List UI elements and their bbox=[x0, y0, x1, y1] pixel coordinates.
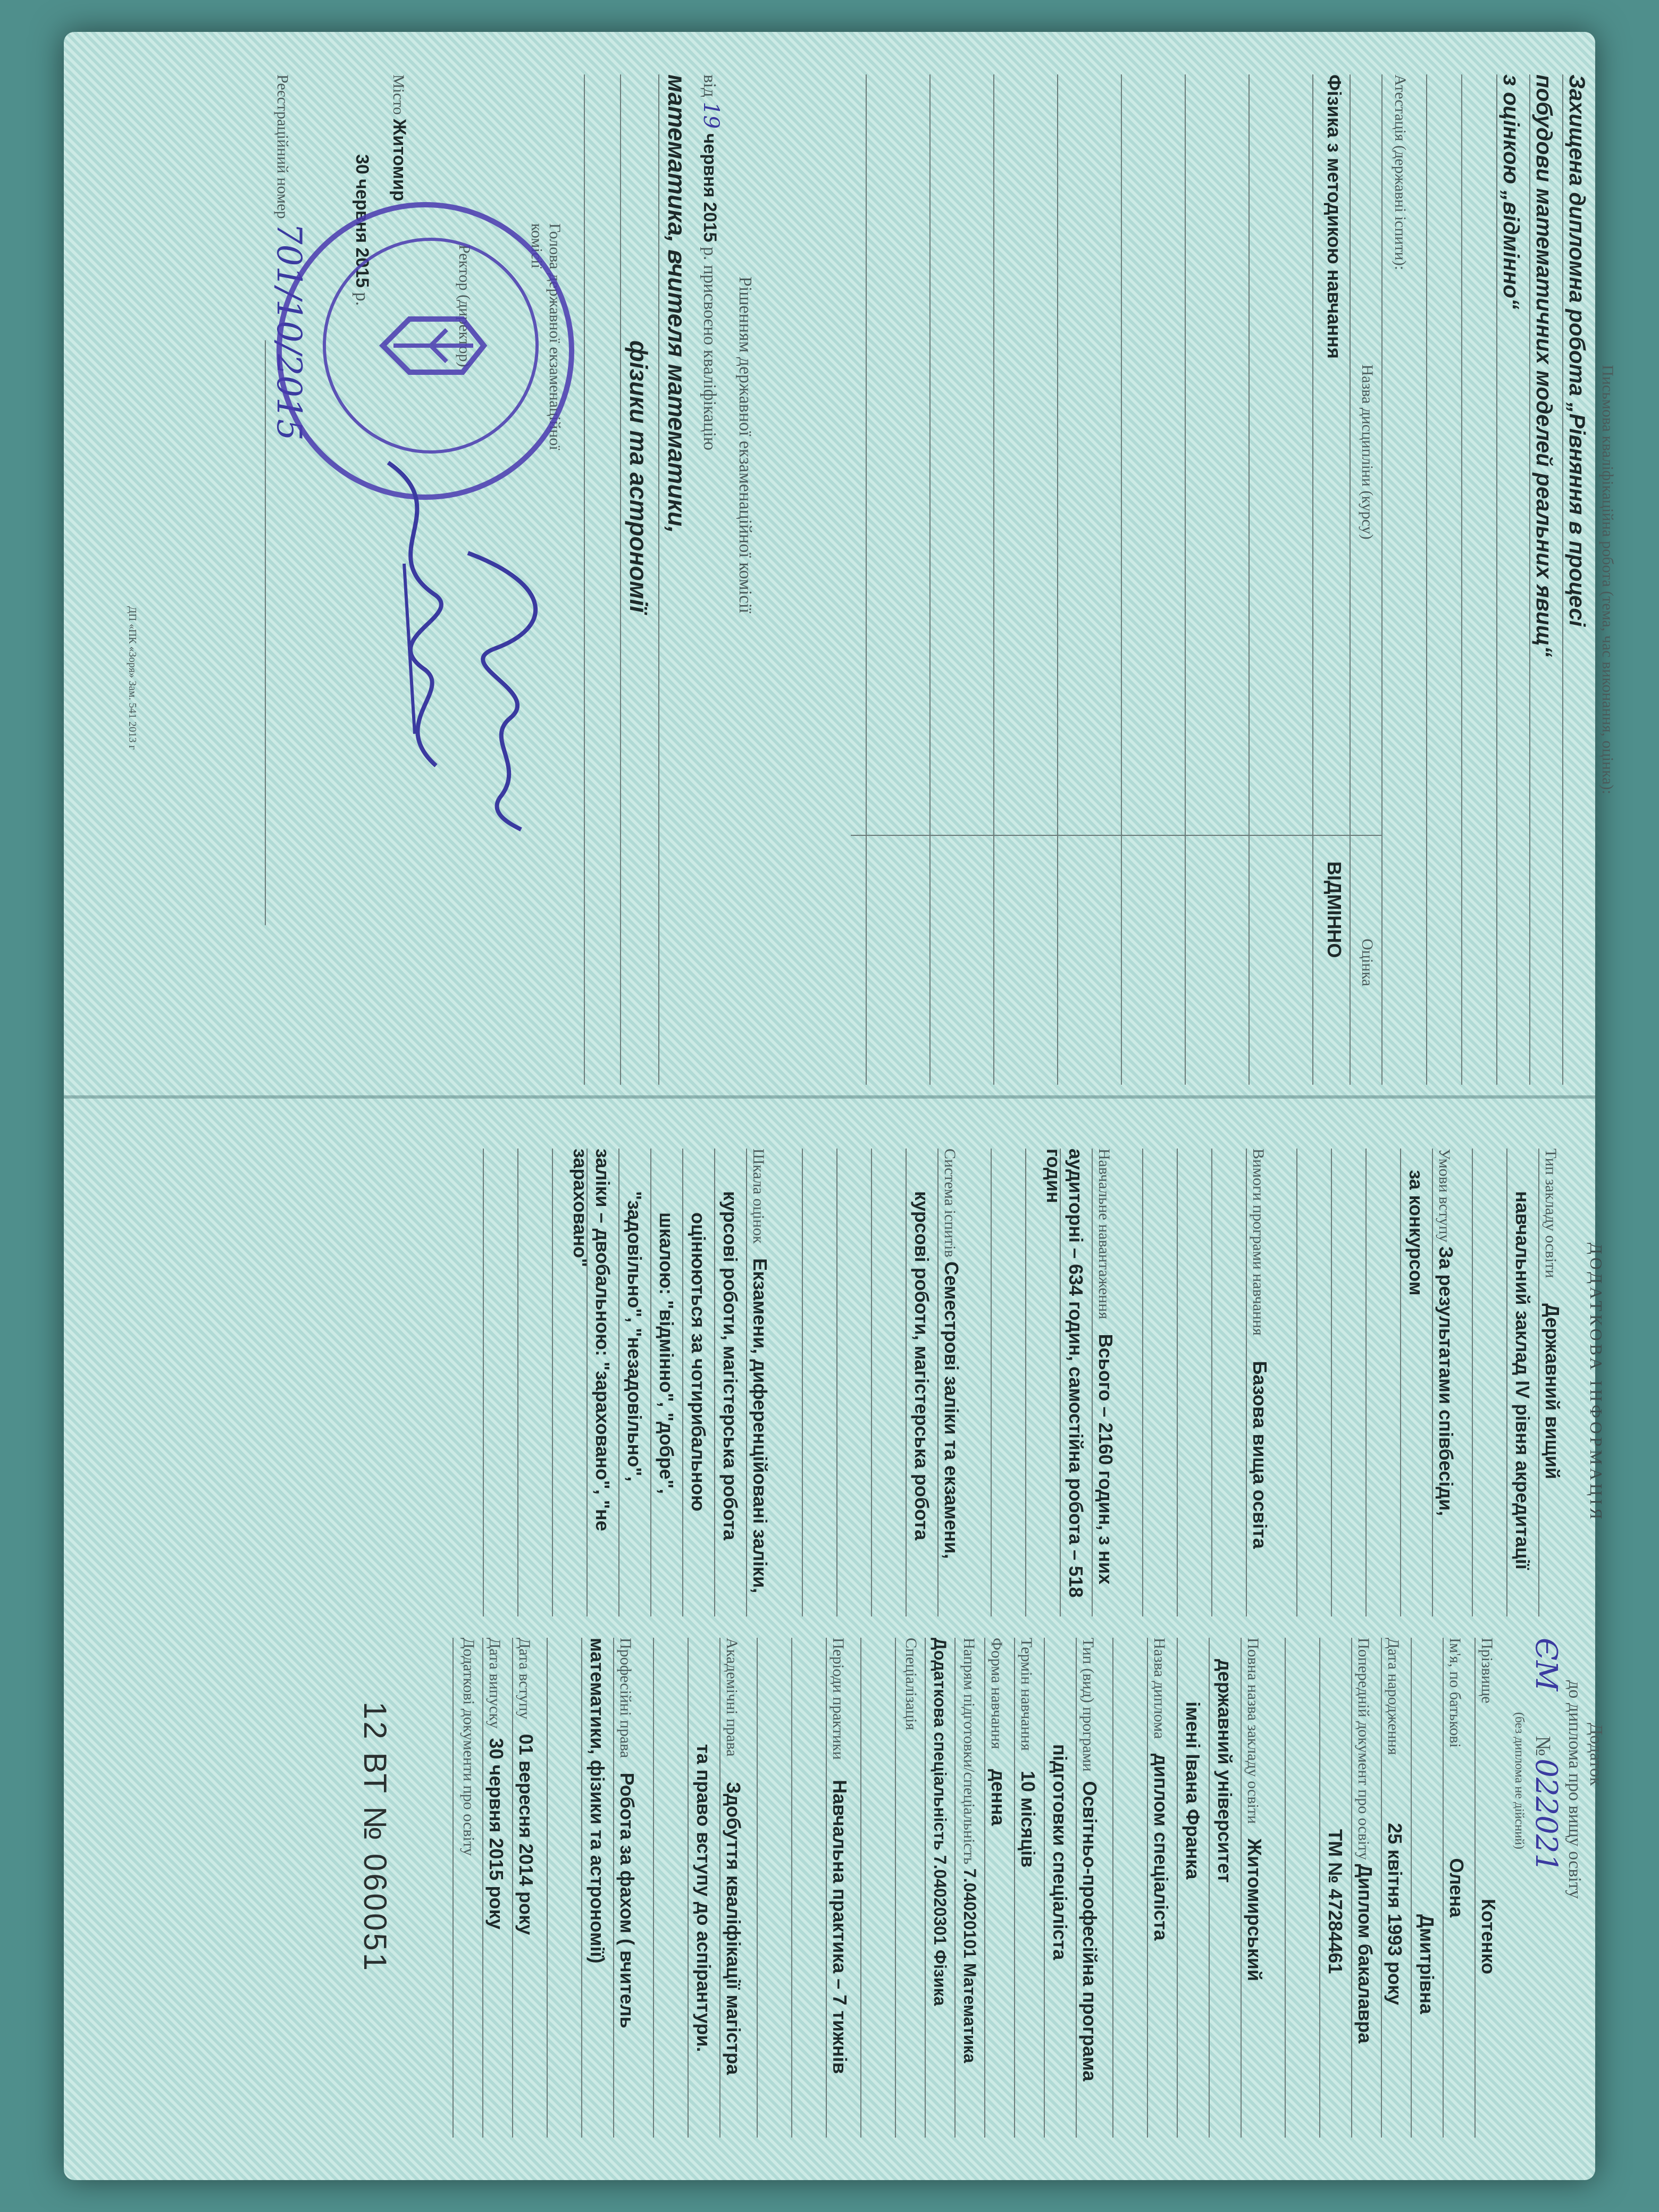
annex-number-prefix: № bbox=[1531, 1736, 1555, 1756]
rule bbox=[650, 1149, 651, 1616]
admission-value-2: за конкурсом bbox=[1405, 1170, 1427, 1296]
rule bbox=[1185, 74, 1186, 1085]
general-info-column bbox=[74, 1149, 1616, 1616]
test-system-value-2: курсові роботи, магістерська робота bbox=[911, 1191, 933, 1540]
scale-value-3: оцінюються за чотирибальною bbox=[688, 1212, 709, 1512]
qualification-line-2: фізики та астрономії bbox=[625, 340, 652, 613]
extra-docs-label: Додаткові документи про освіту bbox=[460, 1638, 477, 1856]
prof-row bbox=[616, 1638, 638, 2138]
name-row bbox=[1445, 1638, 1468, 2138]
test-system-label: Система іспитів bbox=[941, 1149, 959, 1258]
program-type-value-2: підготовки спеціаліста bbox=[1049, 1744, 1071, 1960]
rule bbox=[746, 1149, 747, 1616]
duration-value: 10 місяців bbox=[1017, 1771, 1039, 1868]
exam-grade: ВІДМІННО bbox=[1323, 861, 1345, 958]
rule bbox=[581, 1638, 582, 2138]
admission-value-1: За результатами співбесіди, bbox=[1435, 1246, 1457, 1516]
rule bbox=[866, 74, 867, 1085]
program-req-value: Базова вища освіта bbox=[1249, 1361, 1271, 1549]
rule bbox=[757, 1638, 758, 2138]
exam-name: Фізика з методикою навчання bbox=[1323, 74, 1345, 359]
inst-type-value-2: навчальний заклад IV рівня акредитації bbox=[1512, 1191, 1534, 1570]
scale-row bbox=[749, 1149, 771, 1616]
rule bbox=[653, 1638, 654, 2138]
discipline-header: Назва дисципліни (курсу) bbox=[1359, 364, 1376, 540]
duration-row bbox=[1017, 1638, 1039, 2138]
scale-value-5: "задовільно", "незадовільно", bbox=[624, 1191, 646, 1482]
rector-label: Ректор (директор) bbox=[456, 245, 473, 367]
rule bbox=[925, 1638, 926, 2138]
rule bbox=[1381, 74, 1382, 1085]
rule bbox=[984, 1638, 985, 2138]
inst-name-value-1: Житомирський bbox=[1244, 1838, 1266, 1982]
form-value: денна bbox=[987, 1769, 1009, 1826]
thesis-line-1: Захищена дипломна робота „Рівняння в процесі bbox=[1565, 74, 1590, 627]
birth-value: 25 квітня 1993 року bbox=[1384, 1823, 1406, 2005]
rule bbox=[1350, 74, 1351, 1085]
prev-doc-value-1: Диплом бакалавра bbox=[1354, 1864, 1376, 2043]
form-row bbox=[987, 1638, 1009, 2138]
rule bbox=[512, 1638, 513, 2138]
rule bbox=[482, 1638, 483, 2138]
decision-suffix: р. присвоєно кваліфікацію bbox=[700, 247, 719, 451]
rule bbox=[483, 1149, 484, 1616]
patronymic-value: Дмитрівна bbox=[1416, 1914, 1438, 2014]
prev-doc-label: Попередній документ про освіту bbox=[1355, 1638, 1372, 1860]
rule bbox=[1209, 1638, 1210, 2138]
entry-row bbox=[515, 1638, 537, 2138]
rule bbox=[1246, 1149, 1247, 1616]
printer-mark: ДП «ПК «Зоря» Зам. 541 2013 г bbox=[127, 606, 138, 750]
rule bbox=[1147, 1638, 1148, 2138]
rule bbox=[1014, 1638, 1015, 2138]
rule bbox=[1241, 1638, 1242, 2138]
rule bbox=[265, 340, 266, 925]
test-system-value-1: Семестрові заліки та екзамени, bbox=[941, 1261, 962, 1559]
rule bbox=[871, 1149, 872, 1616]
diploma-name-label: Назва диплома bbox=[1151, 1638, 1168, 1739]
surname-label: Прізвище bbox=[1478, 1638, 1496, 1704]
reg-number: 701/10/2015 bbox=[269, 222, 308, 441]
reg-label: Реєстраційний номер bbox=[274, 74, 291, 219]
decision-from: від bbox=[700, 74, 719, 97]
surname-row bbox=[1477, 1638, 1499, 2138]
right-page bbox=[74, 1149, 1616, 2138]
practice-row bbox=[828, 1638, 851, 2138]
inst-name-row bbox=[1243, 1638, 1266, 2138]
form-label: Форма навчання bbox=[988, 1638, 1006, 1749]
rule bbox=[1506, 1149, 1507, 1616]
rule bbox=[1060, 1149, 1061, 1616]
load-row bbox=[1094, 1149, 1117, 1616]
rule bbox=[1432, 1149, 1433, 1616]
thesis-grade: з оцінкою „відмінно“ bbox=[1499, 74, 1524, 309]
annex-note: (без диплома не дійсний) bbox=[1512, 1712, 1526, 1849]
rule bbox=[826, 1638, 827, 2138]
rule bbox=[1285, 1638, 1286, 2138]
rector-signature-icon bbox=[362, 457, 468, 776]
thesis-label: Письмова кваліфікаційна робота (тема, час виконання, оцінка): bbox=[1599, 365, 1616, 794]
scale-value-2: курсові роботи, магістерська робота bbox=[719, 1191, 741, 1540]
rule bbox=[791, 1638, 792, 2138]
annex-title-2: до диплома про вищу освіту bbox=[1565, 1680, 1585, 1899]
extra-spec-value: Додаткова спеціальність 7.04020301 Фізика bbox=[931, 1638, 950, 2006]
official-seal-stamp bbox=[276, 202, 574, 500]
rule bbox=[993, 74, 994, 1085]
rule bbox=[1331, 1149, 1332, 1616]
direction-value: 7.04020101 Математика bbox=[960, 1868, 979, 2063]
rule bbox=[1076, 1638, 1077, 2138]
scale-label: Шкала оцінок bbox=[750, 1149, 767, 1244]
rule bbox=[1529, 74, 1530, 1085]
direction-label: Напрям підготовки/спеціальність bbox=[960, 1638, 978, 1865]
decision-year: 2015 bbox=[700, 202, 720, 242]
direction-row bbox=[960, 1638, 979, 2138]
rule bbox=[547, 1638, 548, 2138]
inst-type-row bbox=[1541, 1149, 1563, 1616]
left-page bbox=[74, 74, 1616, 1085]
rule bbox=[1092, 1149, 1093, 1616]
annex-number-row bbox=[1529, 1638, 1563, 2138]
rule bbox=[1496, 74, 1497, 1085]
qualification-line-1: математика, вчителя математики, bbox=[663, 74, 691, 533]
rule bbox=[1025, 1149, 1026, 1616]
annex-number: 022021 bbox=[1529, 1758, 1563, 1873]
prof-value-1: Робота за фахом ( вчитель bbox=[616, 1772, 638, 2029]
city-label: Місто bbox=[390, 74, 407, 115]
rule bbox=[1411, 1638, 1412, 2138]
surname-value: Котенко bbox=[1478, 1899, 1499, 1974]
issue-month: червня bbox=[352, 179, 372, 244]
inst-type-label: Тип закладу освіти bbox=[1542, 1149, 1560, 1278]
birth-row bbox=[1384, 1638, 1406, 2138]
entry-value: 01 вересня 2014 року bbox=[515, 1733, 537, 1936]
rule bbox=[1177, 1149, 1178, 1616]
rule bbox=[1057, 74, 1058, 1085]
program-type-row bbox=[1078, 1638, 1101, 2138]
prev-doc-row bbox=[1354, 1638, 1376, 2138]
inst-name-value-2: державний університет bbox=[1214, 1659, 1236, 1883]
admission-label: Умови вступу bbox=[1436, 1149, 1453, 1243]
rule bbox=[1400, 1149, 1401, 1616]
rule bbox=[1249, 74, 1250, 1085]
academic-row bbox=[722, 1638, 744, 2138]
rule bbox=[1351, 1638, 1352, 2138]
rule bbox=[1312, 74, 1313, 1085]
rule bbox=[860, 1638, 861, 2138]
rule bbox=[688, 1638, 689, 2138]
rule bbox=[991, 1149, 992, 1616]
test-system-row bbox=[940, 1149, 962, 1616]
city-value: Житомир bbox=[389, 119, 409, 202]
rule bbox=[613, 1638, 614, 2138]
rule bbox=[719, 1638, 720, 2138]
table-column-divider bbox=[851, 835, 1382, 836]
diploma-name-value: диплом спеціаліста bbox=[1150, 1753, 1172, 1941]
issue-suffix: р. bbox=[352, 292, 372, 306]
prof-label: Професійні права bbox=[617, 1638, 634, 1758]
decision-month: червня bbox=[700, 133, 720, 198]
inst-type-value-1: Державний вищий bbox=[1541, 1303, 1563, 1479]
rule bbox=[1562, 74, 1563, 1085]
rule bbox=[517, 1149, 518, 1616]
rule bbox=[1365, 1149, 1367, 1616]
rule bbox=[552, 1149, 553, 1616]
rule bbox=[929, 74, 931, 1085]
rule bbox=[1112, 1638, 1113, 2138]
annex-column bbox=[74, 1638, 1616, 2138]
decision-day: 19 bbox=[699, 102, 723, 129]
program-type-label: Тип (вид) програми bbox=[1079, 1638, 1097, 1772]
rule bbox=[1443, 1638, 1444, 2138]
rule bbox=[1121, 74, 1122, 1085]
load-label: Навчальне навантаження bbox=[1095, 1149, 1113, 1320]
grade-header: Оцінка bbox=[1359, 939, 1376, 986]
rule bbox=[658, 74, 659, 1085]
annex-series: ЄМ bbox=[1529, 1638, 1563, 1691]
rule bbox=[1538, 1149, 1539, 1616]
decision-date-line bbox=[699, 74, 723, 1085]
rule bbox=[1177, 1638, 1178, 2138]
scale-value-6: заліки – двобальною: "зараховано", "не зараховано" bbox=[569, 1149, 614, 1531]
scale-value-1: Екзамени, диференційовані заліки, bbox=[749, 1258, 771, 1594]
program-req-label: Вимоги програми навчання bbox=[1250, 1149, 1267, 1336]
rule bbox=[682, 1149, 683, 1616]
exam-table bbox=[787, 74, 1382, 1085]
rule bbox=[1211, 1149, 1212, 1616]
grad-value: 30 червня 2015 року bbox=[485, 1738, 507, 1930]
seal-emblem-icon bbox=[292, 207, 569, 484]
rule bbox=[584, 74, 585, 1085]
duration-label: Термін навчання bbox=[1018, 1638, 1035, 1751]
diploma-name-row bbox=[1150, 1638, 1172, 2138]
rule bbox=[453, 1638, 454, 2138]
inst-name-label: Повна назва закладу освіти bbox=[1244, 1638, 1262, 1824]
rule bbox=[1461, 74, 1462, 1085]
scale-value-4: шкалою: "відмінно", "добре", bbox=[656, 1212, 677, 1494]
rule bbox=[714, 1149, 715, 1616]
additional-info-title: ДОДАТКОВА ІНФОРМАЦІЯ bbox=[1587, 1242, 1606, 1523]
name-label: Ім'я, по батькові bbox=[1446, 1638, 1464, 1748]
entry-label: Дата вступу bbox=[516, 1638, 533, 1720]
load-value-1: Всього – 2160 годин, з них bbox=[1095, 1334, 1117, 1585]
decision-line-1: Рішенням державної екзаменаційної комісії bbox=[735, 276, 755, 614]
issue-day: 30 bbox=[352, 154, 372, 174]
rule bbox=[802, 1149, 803, 1616]
birth-label: Дата народження bbox=[1385, 1638, 1402, 1755]
rule bbox=[1142, 1149, 1143, 1616]
rule bbox=[620, 74, 621, 1085]
rule bbox=[937, 1149, 939, 1616]
inst-name-value-3: імені Івана Франка bbox=[1182, 1702, 1204, 1880]
thesis-line-2: побудови математичних моделей реальних явищ“ bbox=[1532, 74, 1557, 657]
rule bbox=[1472, 1149, 1473, 1616]
rule bbox=[618, 1149, 619, 1616]
rule bbox=[1044, 1638, 1045, 2138]
form-serial-number: 12 ВТ № 060051 bbox=[357, 1702, 393, 1973]
rule bbox=[836, 1149, 837, 1616]
rule bbox=[906, 1149, 907, 1616]
rule bbox=[1381, 1638, 1382, 2138]
attestation-label: Атестація (державні іспити): bbox=[1392, 74, 1409, 271]
prev-doc-value-2: ТМ № 47284461 bbox=[1325, 1829, 1346, 1974]
issue-year: 2015 bbox=[352, 247, 372, 288]
prof-value-2: математики, фізики та астрономії) bbox=[586, 1638, 608, 1964]
program-type-value-1: Освітньо-професійна програма bbox=[1079, 1781, 1101, 2082]
rule bbox=[586, 1149, 588, 1616]
annex-title-1: Додаток bbox=[1586, 1723, 1606, 1786]
rule bbox=[1296, 1149, 1297, 1616]
load-value-2: аудиторні – 634 годин, самостійна робота – 518 годин bbox=[1043, 1149, 1087, 1598]
practice-label: Періоди практики bbox=[830, 1638, 847, 1760]
specialization-label: Спеціалізація bbox=[902, 1638, 920, 1731]
rule bbox=[1426, 74, 1427, 1085]
academic-value-1: Здобуття кваліфікації магістра bbox=[723, 1781, 744, 2075]
rule bbox=[1319, 1638, 1320, 2138]
grad-row bbox=[485, 1638, 507, 2138]
rule bbox=[895, 1638, 896, 2138]
rule bbox=[1474, 1638, 1476, 2138]
program-req-row bbox=[1249, 1149, 1271, 1616]
academic-value-2: та право вступу до аспірантури. bbox=[693, 1744, 715, 2052]
admission-row bbox=[1435, 1149, 1457, 1616]
chair-label: Голова державної екзаменаційної комісії bbox=[528, 223, 564, 450]
grad-label: Дата випуску bbox=[486, 1638, 504, 1729]
practice-value: Навчальна практика – 7 тижнів bbox=[829, 1780, 851, 2074]
rule bbox=[954, 1638, 956, 2138]
academic-label: Академічні права bbox=[723, 1638, 741, 1757]
name-value: Олена bbox=[1446, 1858, 1468, 1918]
